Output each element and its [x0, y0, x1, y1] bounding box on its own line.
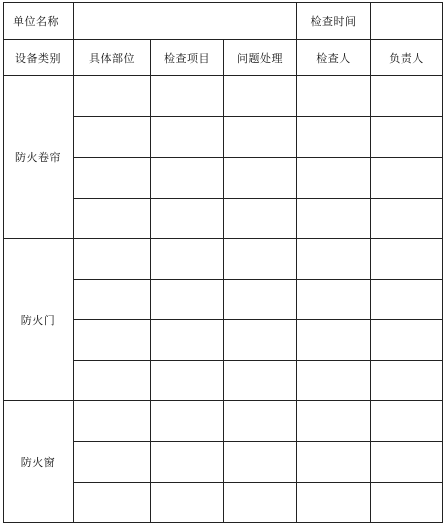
fire-inspection-form	[3, 2, 443, 523]
column-header-device-category: 设备类别	[15, 51, 61, 65]
check-time-field[interactable]	[371, 3, 442, 39]
check-time-label: 检查时间	[310, 14, 357, 28]
unit-name-field[interactable]	[74, 3, 296, 39]
column-header-issue-handling: 问题处理	[237, 51, 283, 65]
column-header-responsible-person: 负责人	[389, 51, 424, 65]
category-fire-window: 防火窗	[20, 455, 56, 469]
category-fire-door: 防火门	[20, 313, 56, 327]
unit-name-label: 单位名称	[13, 14, 59, 28]
column-header-location: 具体部位	[89, 51, 135, 65]
column-header-inspector: 检查人	[316, 51, 351, 65]
category-fire-shutter: 防火卷帘	[15, 151, 61, 164]
column-header-check-item: 检查项目	[164, 51, 210, 65]
